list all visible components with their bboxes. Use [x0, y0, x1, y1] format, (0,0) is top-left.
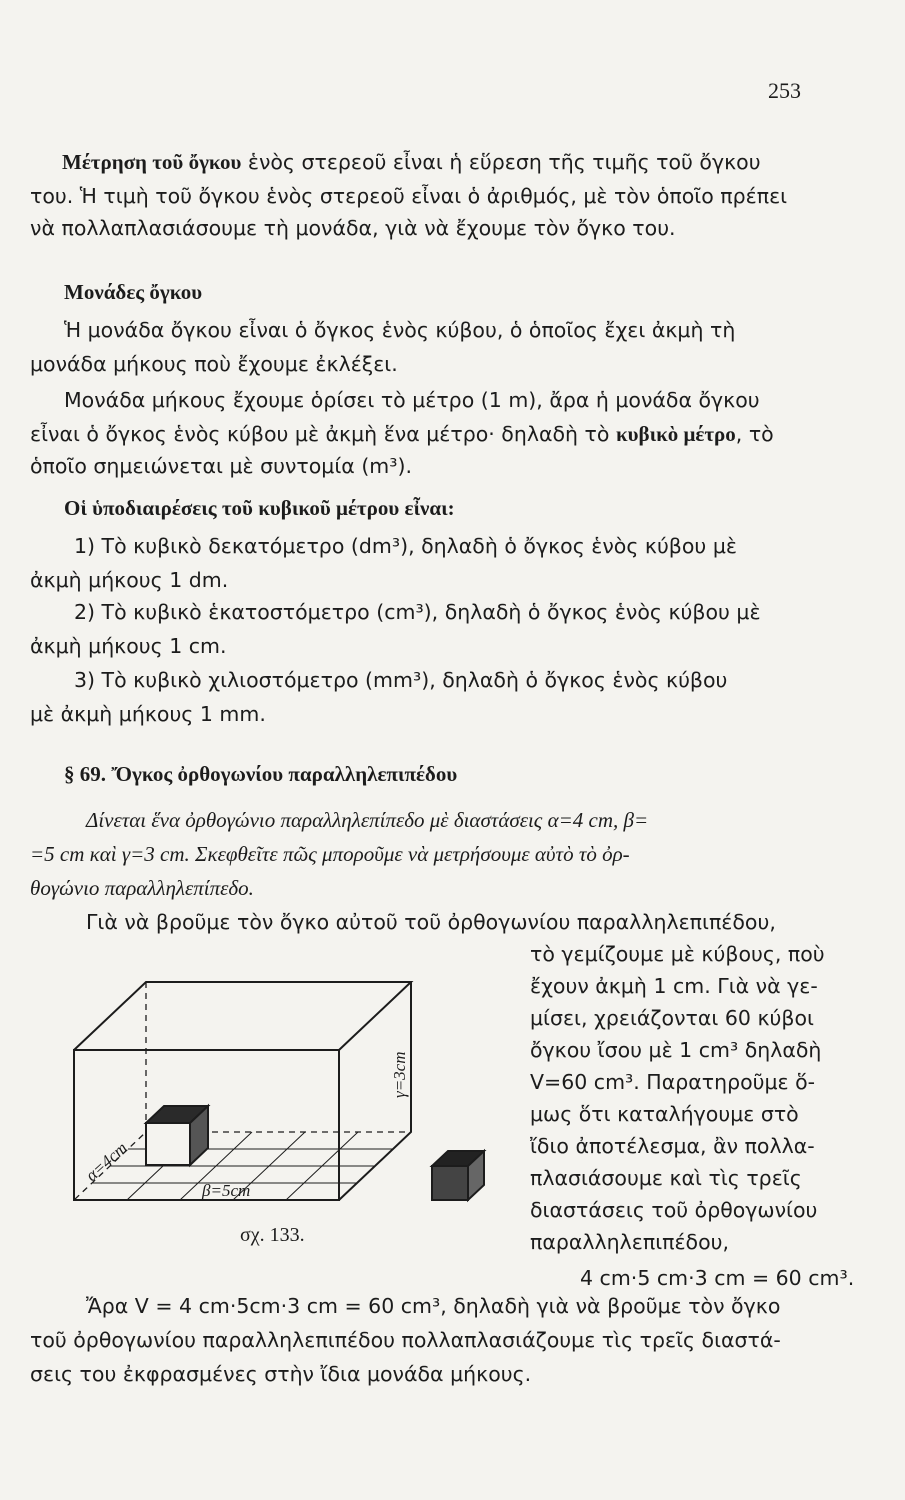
section-heading: § 69. Ὄγκος ὀρθογωνίου παραλληλεπιπέδου [64, 762, 458, 786]
subdivision-3-line-1: 3) Τὸ κυβικὸ χιλιοστόμετρο (mm³), δηλαδὴ ὁ ὄγκος ἑνὸς κύβου [74, 668, 728, 692]
intro-line-2: του. Ἡ τιμὴ τοῦ ὄγκου ἑνὸς στερεοῦ εἶναι ὁ ἀριθμός, μὲ τὸν ὁποῖο πρέπει [30, 184, 788, 208]
units-p1-line-2: μονάδα μήκους ποὺ ἔχουμε ἐκλέξει. [30, 352, 398, 376]
intro-term: Μέτρηση τοῦ ὄγκου [62, 150, 242, 174]
problem-line-3: θογώνιο παραλληλεπίπεδο. [30, 876, 254, 900]
right-col-line-3: μίσει, χρειάζονται 60 κύβοι [530, 1006, 814, 1030]
page-number: 253 [768, 78, 801, 103]
box-top-face [74, 982, 411, 1050]
conclusion-line-2: τοῦ ὀρθογωνίου παραλληλεπιπέδου πολλαπλασιάζουμε τὶς τρεῖς διαστά- [30, 1328, 781, 1352]
figure-133 [60, 960, 490, 1250]
intro-line-1 [62, 148, 761, 176]
right-col-line-7: ἴδιο ἀποτέλεσμα, ἂν πολλα- [530, 1134, 815, 1158]
right-col-line-6: μως ὅτι καταλήγουμε στὸ [530, 1102, 799, 1126]
right-col-line-8: πλασιάσουμε καὶ τὶς τρεῖς [530, 1166, 802, 1190]
small-cube [146, 1106, 208, 1165]
units-p2-line-1: Μονάδα μήκους ἔχουμε ὁρίσει τὸ μέτρο (1 m), ἄρα ἡ μονάδα ὄγκου [64, 388, 760, 412]
label-alpha: α=4cm [81, 1138, 131, 1185]
problem-line-2: =5 cm καὶ γ=3 cm. Σκεφθεῖτε πῶς μποροῦμε νὰ μετρήσουμε αὐτὸ τὸ ὀρ- [30, 842, 630, 866]
right-col-line-10: παραλληλεπιπέδου, [530, 1230, 730, 1254]
units-p2-line-2-bold: κυβικὸ μέτρο [615, 422, 736, 446]
conclusion-line-1: Ἄρα V = 4 cm·5cm·3 cm = 60 cm³, δηλαδὴ γιὰ νὰ βροῦμε τὸν ὄγκο [86, 1294, 781, 1318]
right-col-line-9: διαστάσεις τοῦ ὀρθογωνίου [530, 1198, 818, 1222]
subdivision-2-line-1: 2) Τὸ κυβικὸ ἑκατοστόμετρο (cm³), δηλαδὴ ὁ ὄγκος ἑνὸς κύβου μὲ [74, 600, 761, 624]
label-beta: β=5cm [202, 1181, 251, 1200]
subdivisions-heading: Οἱ ὑποδιαιρέσεις τοῦ κυβικοῦ μέτρου εἶναι: [64, 496, 455, 520]
units-p1-line-1: Ἡ μονάδα ὄγκου εἶναι ὁ ὄγκος ἑνὸς κύβου, ὁ ὁποῖος ἔχει ἀκμὴ τὴ [64, 318, 736, 342]
box-diagram [60, 960, 490, 1250]
intro-line-1-rest: ἑνὸς στερεοῦ εἶναι ἡ εὕρεση τῆς τιμῆς τοῦ ὄγκου [241, 150, 761, 174]
right-col-line-4: ὄγκου ἴσου μὲ 1 cm³ δηλαδὴ [530, 1038, 822, 1062]
conclusion-line-3: σεις του ἐκφρασμένες στὴν ἴδια μονάδα μήκους. [30, 1362, 532, 1386]
units-p2-line-2-end: , τὸ [735, 422, 774, 446]
solution-line-1: Γιὰ νὰ βροῦμε τὸν ὄγκο αὐτοῦ τοῦ ὀρθογωνίου παραλληλεπιπέδου, [86, 910, 776, 934]
label-gamma: γ=3cm [390, 1051, 409, 1098]
intro-line-3: νὰ πολλαπλασιάσουμε τὴ μονάδα, γιὰ νὰ ἔχουμε τὸν ὄγκο του. [30, 216, 676, 240]
subdivision-2-line-2: ἀκμὴ μήκους 1 cm. [30, 634, 227, 658]
subdivision-1-line-1: 1) Τὸ κυβικὸ δεκατόμετρο (dm³), δηλαδὴ ὁ ὄγκος ἑνὸς κύβου μὲ [74, 534, 737, 558]
right-col-line-1: τὸ γεμίζουμε μὲ κύβους, ποὺ [530, 942, 825, 966]
product-line: 4 cm·5 cm·3 cm = 60 cm³. [580, 1266, 855, 1290]
right-col-line-5: V=60 cm³. Παρατηροῦμε ὅ- [530, 1070, 816, 1094]
problem-line-1: Δίνεται ἕνα ὀρθογώνιο παραλληλεπίπεδο μὲ διαστάσεις α=4 cm, β= [86, 808, 649, 832]
figure-caption: σχ. 133. [240, 1224, 305, 1246]
units-p2-line-3: ὁποῖο σημειώνεται μὲ συντομία (m³). [30, 454, 413, 478]
units-heading: Μονάδες ὄγκου [64, 280, 203, 304]
units-p2-line-2 [30, 420, 774, 448]
right-col-line-2: ἔχουν ἀκμὴ 1 cm. Γιὰ νὰ γε- [530, 974, 818, 998]
outside-cube [432, 1151, 484, 1200]
subdivision-3-line-2: μὲ ἀκμὴ μήκους 1 mm. [30, 702, 266, 726]
subdivision-1-line-2: ἀκμὴ μήκους 1 dm. [30, 568, 229, 592]
units-p2-line-2-start: εἶναι ὁ ὄγκος ἑνὸς κύβου μὲ ἀκμὴ ἕνα μέτρο· δηλαδὴ τὸ [30, 422, 616, 446]
